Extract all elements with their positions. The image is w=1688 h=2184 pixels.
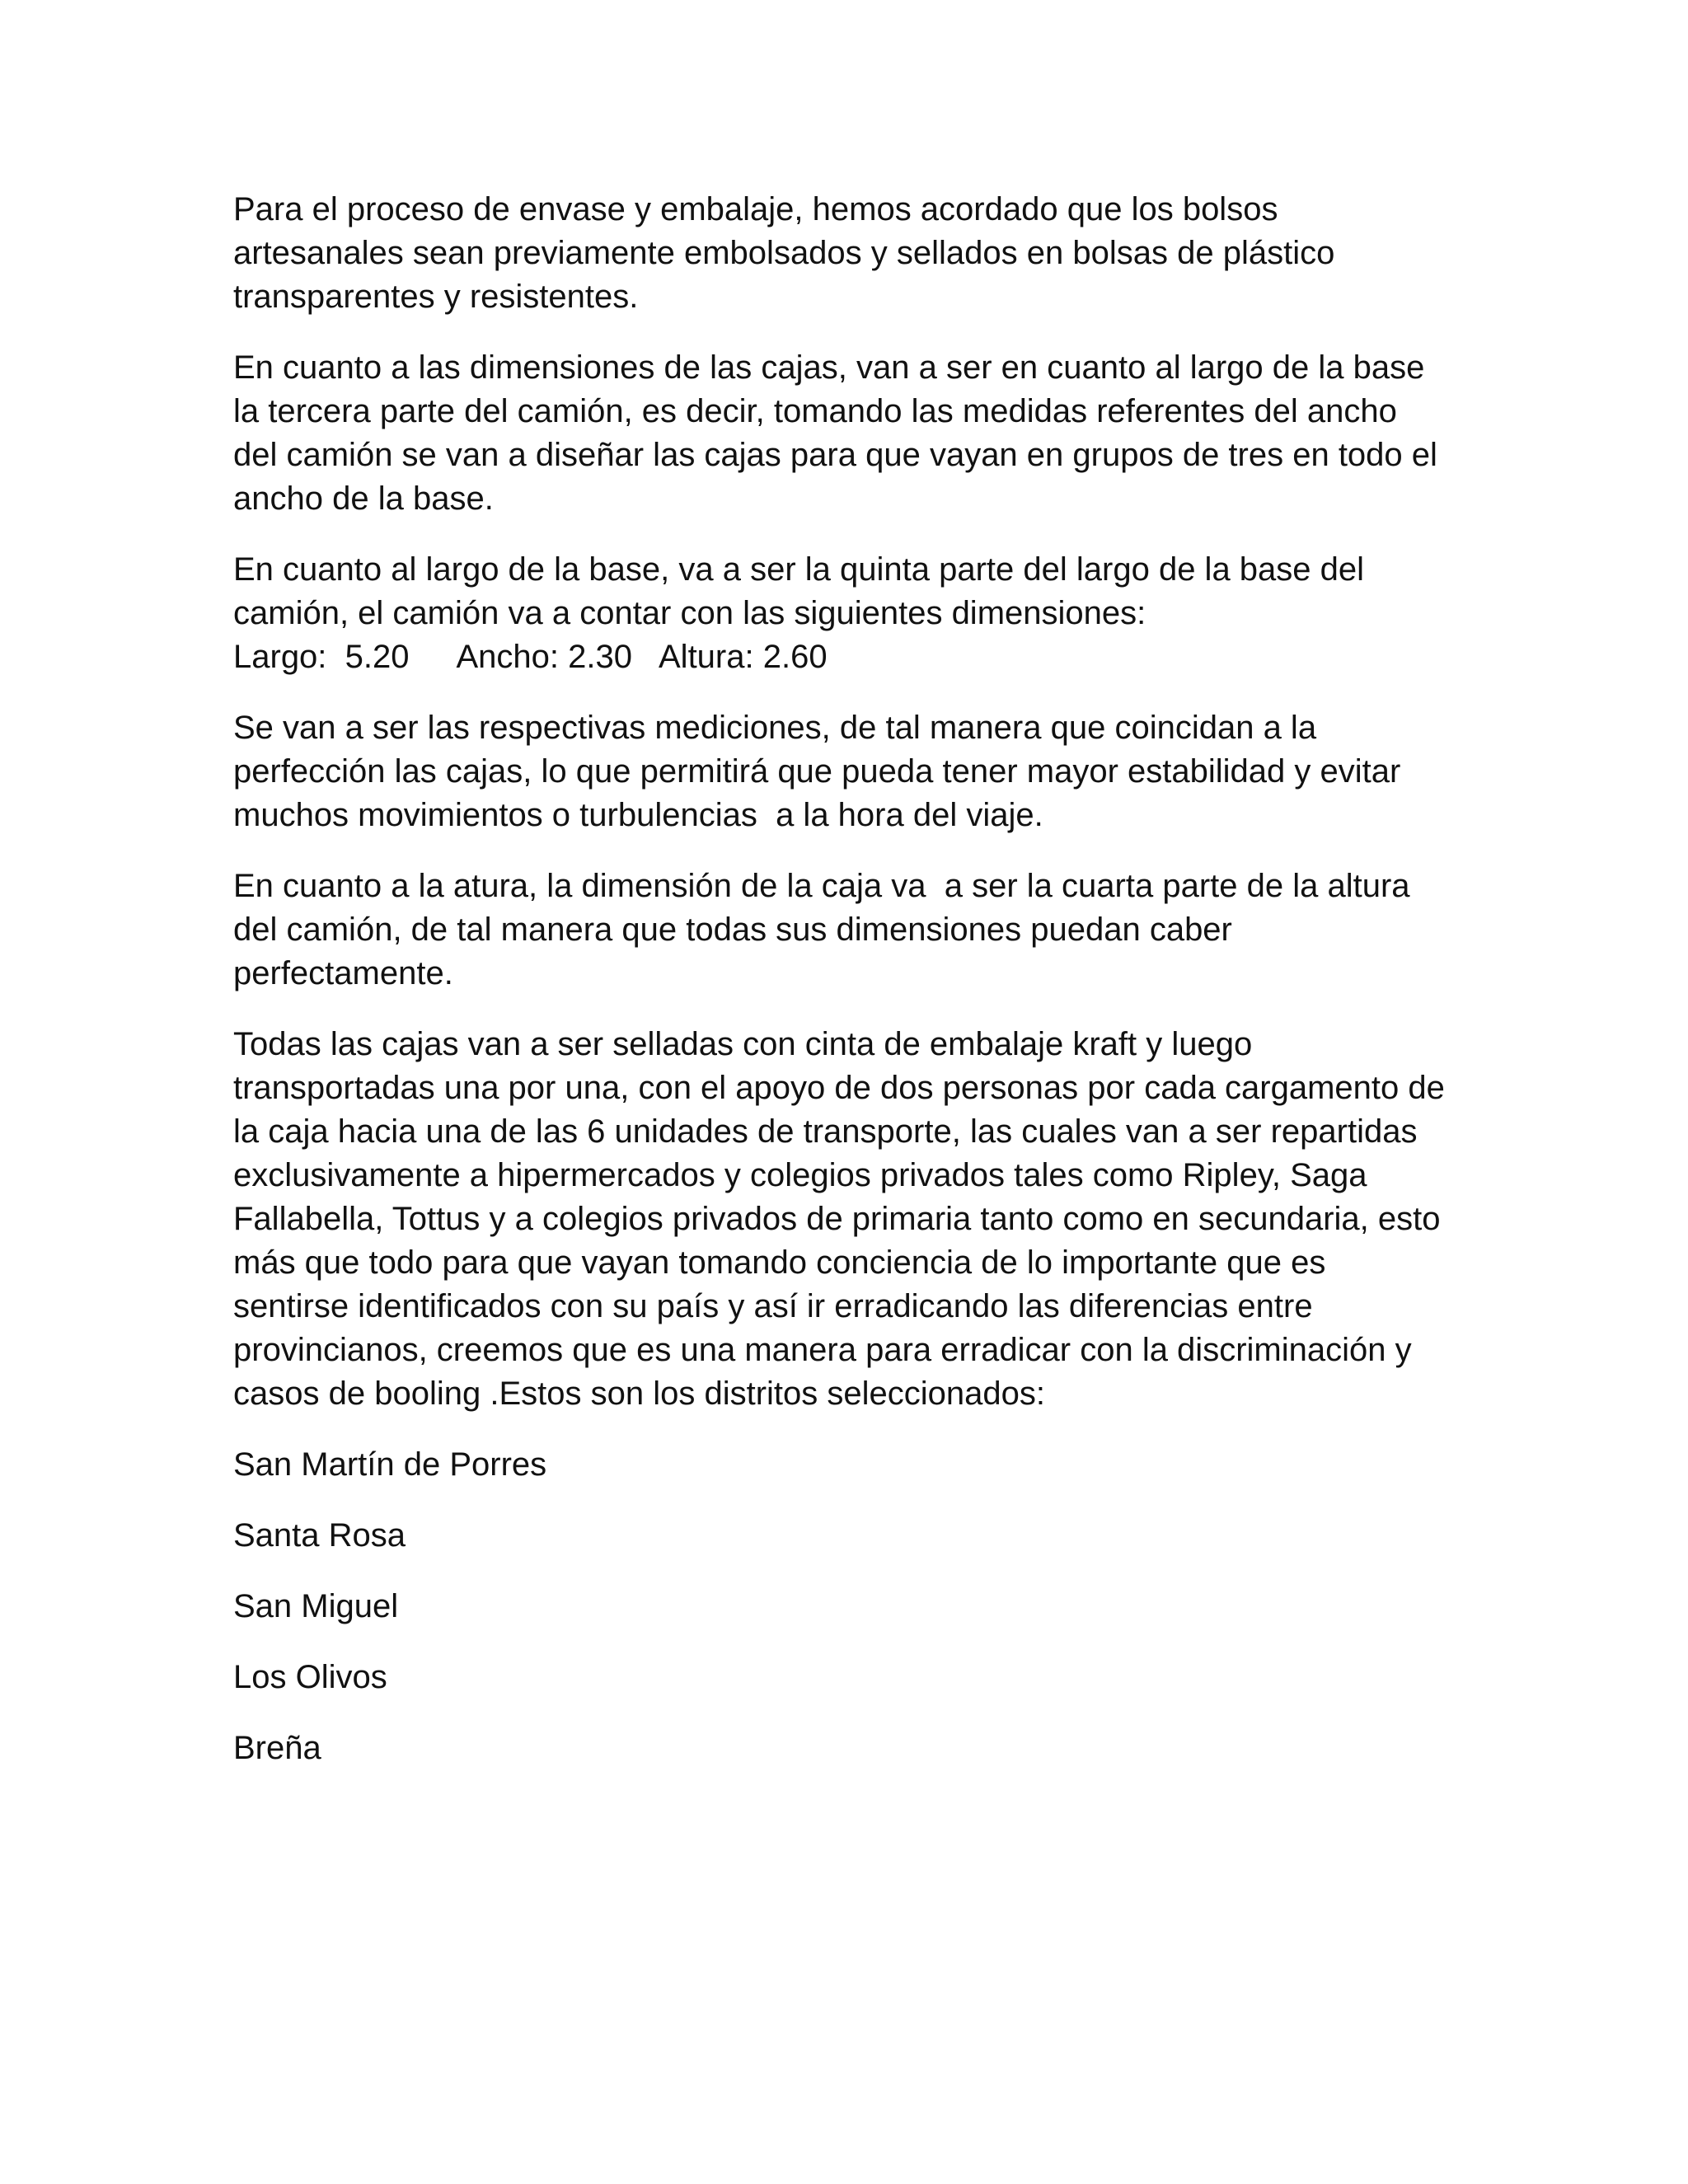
district-item: Los Olivos — [233, 1659, 387, 1695]
truck-height: Altura: 2.60 — [659, 639, 828, 675]
text-line: provincianos, creemos que es una manera para erradicar con la discriminación y — [233, 1332, 1412, 1368]
district-item: San Miguel — [233, 1588, 399, 1624]
text-line: Todas las cajas van a ser selladas con cinta de embalaje kraft y luego — [233, 1026, 1253, 1062]
text-line: más que todo para que vayan tomando conciencia de lo importante que es — [233, 1244, 1326, 1281]
text-line: transparentes y resistentes. — [233, 279, 639, 315]
text-line: En cuanto al largo de la base, va a ser la quinta parte del largo de la base del — [233, 551, 1365, 588]
truck-dimensions — [233, 635, 1470, 679]
text-line: ancho de la base. — [233, 480, 494, 517]
text-line: En cuanto a la atura, la dimensión de la caja va a ser la cuarta parte de la altura — [233, 868, 1410, 904]
paragraph-distribution — [233, 1023, 1470, 1416]
text-line: del camión, de tal manera que todas sus dimensiones puedan caber — [233, 912, 1232, 948]
paragraph-packaging — [233, 188, 1470, 319]
text-line: sentirse identificados con su país y así ir erradicando las diferencias entre — [233, 1288, 1313, 1324]
text-line: En cuanto a las dimensiones de las cajas, van a ser en cuanto al largo de la base — [233, 349, 1425, 386]
text-line: casos de booling .Estos son los distritos seleccionados: — [233, 1376, 1045, 1412]
text-line: Fallabella, Tottus y a colegios privados de primaria tanto como en secundaria, esto — [233, 1201, 1441, 1237]
paragraph-box-length — [233, 548, 1470, 679]
text-line: muchos movimientos o turbulencias a la hora del viaje. — [233, 797, 1043, 833]
truck-length: Largo: 5.20 — [233, 639, 410, 675]
text-line: Para el proceso de envase y embalaje, hemos acordado que los bolsos — [233, 191, 1278, 227]
text-line: perfección las cajas, lo que permitirá que pueda tener mayor estabilidad y evitar — [233, 753, 1401, 790]
truck-width: Ancho: 2.30 — [456, 639, 632, 675]
text-line: la caja hacia una de las 6 unidades de transporte, las cuales van a ser repartidas — [233, 1113, 1418, 1150]
text-line: Se van a ser las respectivas mediciones, de tal manera que coincidan a la — [233, 710, 1317, 746]
district-list — [233, 1443, 1470, 1770]
paragraph-box-width — [233, 346, 1470, 521]
text-line: transportadas una por una, con el apoyo de dos personas por cada cargamento de — [233, 1070, 1445, 1106]
document-page — [233, 188, 1470, 1797]
district-item: San Martín de Porres — [233, 1446, 547, 1483]
district-item: Santa Rosa — [233, 1517, 406, 1554]
text-line: exclusivamente a hipermercados y colegios privados tales como Ripley, Saga — [233, 1157, 1367, 1193]
text-line: perfectamente. — [233, 955, 453, 991]
paragraph-measurements — [233, 706, 1470, 837]
paragraph-box-height — [233, 865, 1470, 996]
text-line: la tercera parte del camión, es decir, tomando las medidas referentes del ancho — [233, 393, 1397, 429]
text-line: del camión se van a diseñar las cajas para que vayan en grupos de tres en todo el — [233, 437, 1437, 473]
text-line: artesanales sean previamente embolsados y sellados en bolsas de plástico — [233, 235, 1335, 271]
district-item: Breña — [233, 1730, 321, 1766]
text-line: camión, el camión va a contar con las siguientes dimensiones: — [233, 595, 1146, 631]
